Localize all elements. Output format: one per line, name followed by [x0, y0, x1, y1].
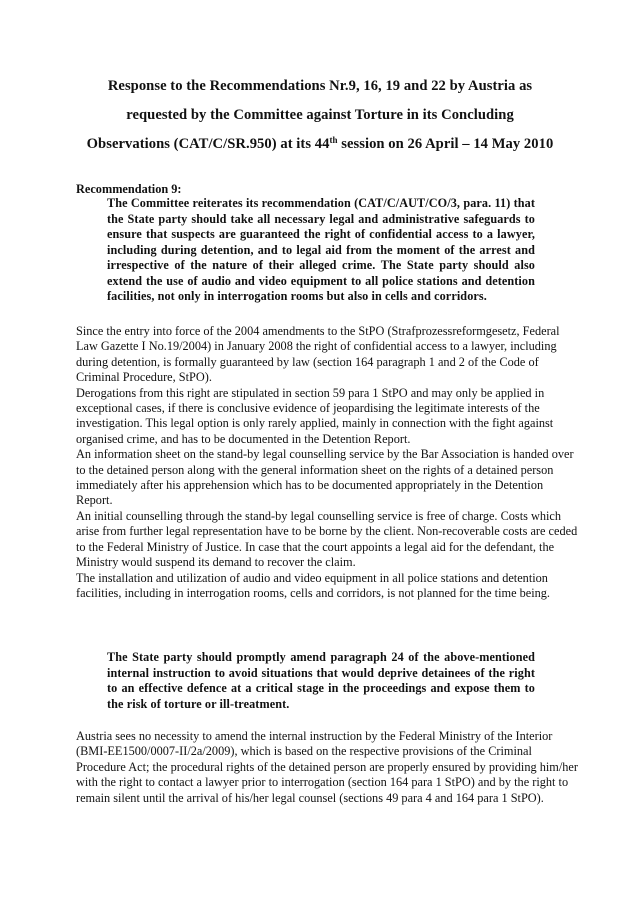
- response-9-paragraph: Derogations from this right are stipulated in section 59 para 1 StPO and may only be applied in exceptional cases, if there is conclusive evidence of jeopardising the legitimate interests of the investigation. This legal option is only rarely applied, mainly in connection with the fight against organised crime, and has to be documented in the Detention Report.: [76, 385, 554, 446]
- title-ordinal-suffix: th: [329, 135, 338, 145]
- title-line-3-post: session on 26 April – 14 May 2010: [337, 136, 554, 152]
- response-para24-body: [76, 729, 578, 806]
- title-line-3: [60, 130, 580, 159]
- title-line-2: requested by the Committee against Torture in its Concluding: [126, 107, 514, 123]
- response-para24-paragraph: Austria sees no necessity to amend the internal instruction by the Federal Ministry of the Interior (BMI-EE1500/0007-II/2a/2009), which is based on the respective provisions of the Criminal Procedure Act; the procedural rights of the detained person are properly ensured by providing him/her with the right to contact a lawyer prior to interrogation (section 164 para 1 StPO) and by the right to remain silent until the arrival of his/her legal counsel (sections 49 para 4 and 164 para 1 StPO).: [76, 729, 578, 805]
- response-9-paragraph: The installation and utilization of audio and video equipment in all police stations and detention facilities, including in interrogation rooms, cells and corridors, is not planned for the time being.: [76, 570, 551, 600]
- response-9-paragraph: An initial counselling through the stand-by legal counselling service is free of charge. Costs which arise from further legal representation have to be borne by the client. Non-recoverable costs are ceded to the Federal Ministry of Justice. In case that the court appoints a legal aid for the defendant, the Ministry would suspend its demand to recover the claim.: [76, 508, 578, 570]
- title-line-3-pre: Observations (CAT/C/SR.950) at its 44: [86, 136, 330, 152]
- response-9-paragraph: An information sheet on the stand-by legal counselling service by the Bar Association is handed over to the detained person along with the general information sheet on the rights of a detained person immediately after his apprehension which has to be documented appropriately in the Detention Report.: [76, 447, 574, 508]
- document-title: [60, 72, 580, 159]
- recommendation-9-heading: Recommendation 9:: [76, 182, 182, 196]
- recommendation-9-text: The Committee reiterates its recommendation (CAT/C/AUT/CO/3, para. 11) that the State party should take all necessary legal and administrative safeguards to ensure that suspects are guaranteed the right of confidential access to a lawyer, including during detention, and to legal aid from the moment of the arrest and irrespective of the nature of their alleged crime. The State party should also extend the use of audio and video equipment to all police stations and detention facilities, not only in interrogation rooms but also in cells and corridors.: [107, 196, 535, 303]
- title-line-1: Response to the Recommendations Nr.9, 16, 19 and 22 by Austria as: [107, 78, 533, 94]
- response-9-paragraph: Since the entry into force of the 2004 amendments to the StPO (Strafprozessreformgesetz, Federal Law Gazette I No.19/2004) in January 2008 the right of confidential access to a lawyer, including during detention, is formally guaranteed by law (section 164 paragraph 1 and 2 of the Code of Criminal Procedure, StPO).: [76, 324, 560, 385]
- response-9-body: [76, 324, 578, 601]
- recommendation-para24-text: The State party should promptly amend paragraph 24 of the above-mentioned internal instruction to avoid situations that would deprive detainees of the right to an effective defence at a critical stage in the proceedings and expose them to the risk of torture or ill-treatment.: [107, 650, 535, 711]
